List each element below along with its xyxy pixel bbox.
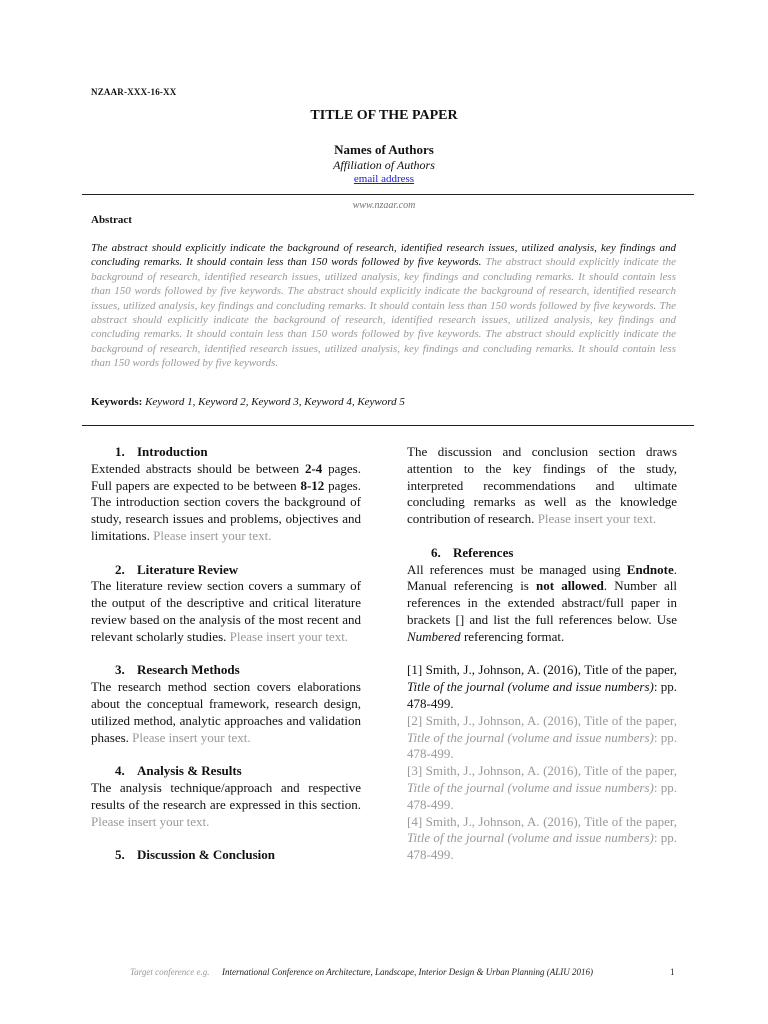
section-introduction xyxy=(91,444,361,545)
email-line xyxy=(0,173,768,185)
section-analysis-results xyxy=(91,763,361,830)
ref-text: [4] Smith, J., Johnson, A. (2016), Title of the paper, xyxy=(407,813,677,829)
paper-title: TITLE OF THE PAPER xyxy=(310,108,458,123)
reference-item xyxy=(407,662,677,712)
section-research-methods xyxy=(91,662,361,746)
ref-text: [1] Smith, J., Johnson, A. (2016), Title of the paper, xyxy=(407,662,677,678)
reference-item xyxy=(407,713,677,763)
website: www.nzaar.com xyxy=(352,200,416,211)
body-text: Extended abstracts should be between xyxy=(91,460,305,476)
affiliation: Affiliation of Authors xyxy=(333,158,435,172)
footer-conference: International Conference on Architecture, Landscape, Interior Design & Urban Planning (ALIU 2016) xyxy=(222,967,594,977)
reference-item xyxy=(407,814,677,864)
ref-journal: Title of the journal (volume and issue numbers) xyxy=(407,729,654,745)
ref-pages: : pp. 478-499. xyxy=(407,729,677,762)
right-column xyxy=(407,444,677,864)
section-number: 2. xyxy=(115,561,125,577)
placeholder-text: Please insert your text. xyxy=(537,511,657,527)
ref-pages: : pp. 478-499. xyxy=(407,830,677,863)
section-discussion-heading xyxy=(91,847,361,864)
ref-pages: : pp. 478-499. xyxy=(407,679,677,711)
section-body xyxy=(91,461,361,545)
section-heading xyxy=(91,562,361,579)
section-title: Literature Review xyxy=(137,561,239,577)
ref-journal: Title of the journal (volume and issue numbers) xyxy=(407,679,654,695)
section-body xyxy=(407,444,677,528)
authors: Names of Authors xyxy=(334,142,434,157)
ref-journal: Title of the journal (volume and issue numbers) xyxy=(407,830,654,846)
body-text: pages. The introduction section covers the background of study, research issues and problems, objectives and limitations. xyxy=(91,477,361,543)
section-heading xyxy=(91,847,361,864)
body-bold: 2-4 xyxy=(304,460,323,476)
section-references xyxy=(407,545,677,646)
placeholder-text: Please insert your text. xyxy=(229,628,349,644)
paper-code: NZAAR-XXX-16-XX xyxy=(91,87,177,97)
body-bold: 8-12 xyxy=(300,477,325,493)
abstract-divider xyxy=(82,425,694,426)
keywords-values: Keyword 1, Keyword 2, Keyword 3, Keyword 4, Keyword 5 xyxy=(145,396,405,408)
body-bold: Endnote xyxy=(626,561,674,577)
body-italic: Numbered xyxy=(407,628,461,644)
abstract-heading: Abstract xyxy=(91,214,132,226)
body-bold: not allowed xyxy=(536,578,604,594)
abstract-text: The abstract should explicitly indicate the background of research, identified research issues, utilized analysis, key findings and concluding remarks. It should contain less than 150 words followed by five keywords. xyxy=(91,242,676,269)
abstract-body xyxy=(91,241,676,371)
section-heading xyxy=(91,662,361,679)
body-text: pages. Full papers are expected to be between xyxy=(91,460,361,493)
ref-text: [3] Smith, J., Johnson, A. (2016), Title of the paper, xyxy=(407,763,677,779)
section-body xyxy=(407,562,677,646)
body-text: referencing format. xyxy=(460,628,565,644)
placeholder-text: Please insert your text. xyxy=(132,729,251,745)
placeholder-text: Please insert your text. xyxy=(153,527,272,543)
keywords xyxy=(91,396,405,408)
placeholder-text: Please insert your text. xyxy=(91,813,210,829)
section-body xyxy=(91,578,361,645)
section-number: 4. xyxy=(115,763,125,779)
left-column xyxy=(91,444,361,881)
body-text: . Number all references in the extended abstract/full paper in brackets [] and list the full references below. Use xyxy=(407,578,678,627)
ref-text: [2] Smith, J., Johnson, A. (2016), Title of the paper, xyxy=(407,712,677,728)
ref-journal: Title of the journal (volume and issue numbers) xyxy=(407,779,654,795)
body-text: . Manual referencing is xyxy=(407,561,677,594)
section-discussion-body xyxy=(407,444,677,528)
section-number: 5. xyxy=(115,847,125,863)
ref-pages: : pp. 478-499. xyxy=(407,779,677,812)
body-text: The analysis technique/approach and respective results of the research are expressed in this section. xyxy=(91,779,361,812)
section-heading xyxy=(407,545,677,562)
section-title: Research Methods xyxy=(137,662,240,678)
body-text: All references must be managed using xyxy=(407,561,627,577)
footer-prefix: Target conference e.g. xyxy=(130,967,210,977)
section-literature-review xyxy=(91,562,361,646)
reference-item xyxy=(407,763,677,813)
reference-list xyxy=(407,662,677,864)
keywords-label: Keywords: xyxy=(91,396,143,408)
section-number: 3. xyxy=(115,662,125,678)
section-title: References xyxy=(453,544,514,560)
email-link[interactable]: email address xyxy=(353,173,415,185)
header-divider xyxy=(82,194,694,195)
section-title: Analysis & Results xyxy=(137,763,242,779)
section-heading xyxy=(91,444,361,461)
section-number: 6. xyxy=(431,544,441,560)
section-body xyxy=(91,679,361,746)
abstract-filler: The abstract should explicitly indicate the background of research, identified research issues, utilized analysis, key findings and concluding remarks. It should contain less than 150 words followed by five keywords. The abstract should explicitly indicate the background of research, identified research issues, utilized analysis, key findings and concluding remarks. It should contain less than 150 words followed by five keywords. The abstract should explicitly indicate the background of research, identified research issues, utilized analysis, key findings and concluding remarks. It should contain less than 150 words followed by five keywords. The abstract should explicitly indicate the background of research, identified research issues, utilized analysis, key findings and concluding remarks. It should contain less than 150 words followed by five keywords. xyxy=(91,256,677,370)
section-title: Discussion & Conclusion xyxy=(137,847,275,863)
section-heading xyxy=(91,763,361,780)
body-text: The discussion and conclusion section draws attention to the key findings of the study, interpreted recommendations and ultimate concluding remarks as well as the knowledge contribution of research. xyxy=(407,444,677,527)
page-number: 1 xyxy=(670,967,675,977)
body-text: The research method section covers elaborations about the conceptual framework, research design, utilized method, analytic approaches and validation phases. xyxy=(91,679,361,745)
section-title: Introduction xyxy=(137,444,208,459)
body-text: The literature review section covers a summary of the output of the descriptive and critical literature review based on the analysis of the most recent and relevant scholarly studies. xyxy=(91,578,361,644)
section-body xyxy=(91,780,361,830)
section-number: 1. xyxy=(115,444,125,459)
